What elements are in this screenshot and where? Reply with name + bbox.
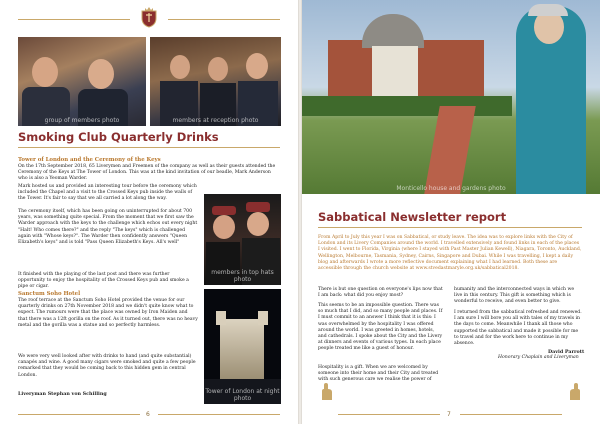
photo-mid-right bbox=[204, 194, 281, 285]
paragraph-2: Mark hosted us and provided an interesting tour before the ceremony which included the Chapel and a visit to the Crossed Keys pub inside the walls of the Tower. It's fair to say that we all carried a lot along the way. bbox=[18, 184, 197, 202]
photo-caption: group of members photo bbox=[44, 117, 120, 124]
paragraph-1: On the 17th September 2018, 65 Liverymen and Freemen of the company as well as their guests attended the Ceremony of the Keys at The Tower of London. This was at the kind invitation of our beadle, Mark Anderson who is also a Yeoman Warder. bbox=[18, 164, 276, 182]
photo-caption: members at reception photo bbox=[172, 117, 259, 124]
article-title: Sabbatical Newsletter report bbox=[318, 210, 507, 224]
paragraph-5: The roof terrace at the Sanctum Soho Hotel provided the venue for our quarterly drinks on 27th November 2018 and we didn't quite know what to expect. The rumours were that the place was owned by Iron Maiden and that there was a 12ft gorilla on the roof. As it turned out, there was no heavy metal and the gorilla was a statue and so perfectly harmless. bbox=[18, 298, 198, 328]
footer-rule-right bbox=[460, 414, 562, 415]
photo-caption: members in top hats photo bbox=[211, 269, 274, 283]
photo-caption: Monticello house and gardens photo bbox=[396, 185, 506, 192]
section-heading-tower: Tower of London and the Ceremony of the Keys bbox=[18, 157, 161, 163]
photo-caption: Tower of London at night photo bbox=[205, 388, 280, 402]
col1-paragraph-2: This seems to be an impossible question. There was so much that I did, and so many people and places. If I must commit to an answer I think that it is this: I was overwhelmed by the hospitality I was offered around the world. I was greeted in homes, hotels, and cathedrals. I spoke about the City and the Livery at dinners and events of various types. In each place people treated me like a guest of honour. bbox=[318, 303, 443, 352]
hand-icon-left bbox=[320, 383, 334, 401]
hero-photo bbox=[302, 0, 600, 194]
col1-paragraph-1: There is but one question on everyone's lips now that I am back: what did you enjoy most? bbox=[318, 287, 443, 299]
author-signoff: Liveryman Stephan von Schilling bbox=[18, 391, 107, 397]
right-page bbox=[302, 0, 600, 424]
signature-name: David Parrott bbox=[548, 349, 585, 355]
photo-top-left bbox=[18, 37, 146, 126]
col2-paragraph-2: I returned from the sabbatical refreshed and renewed. I am sure I will bore you all with tales of my travels in the days to come. Meanwhile I thank all those who supported the sabbatical and made it possible for me to travel and for the work here to continue in my absence. bbox=[454, 310, 582, 347]
intro-paragraph: From April to July this year I was on Sabbatical, or study leave. The idea was to explore links with the City of London and its Livery Companies around the world. I travelled extensively and found links in each of the places I visited. I went to Florida, Virginia (where I stayed with Past Master Julian Kewell), Niagara, Toronto, Auckland, Wellington, Melbourne, Tasmania, Sydney, Cairns, Singapore and Dubai. While I was travelling, I kept a daily blog and afterwards I wrote a more reflective document explaining what I had learned. Both these are accessible through the church website at www.stvedastmaryle.org.uk/sabbatical2018. bbox=[318, 235, 582, 272]
header-rule-left bbox=[18, 19, 130, 20]
photo-bottom-right bbox=[204, 289, 281, 404]
title-underline bbox=[18, 147, 280, 148]
left-page bbox=[0, 0, 298, 424]
col2-paragraph-1: humanity and the interconnected ways in which we live in this century. This gift is something which is wonderful to receive, and even better to give. bbox=[454, 287, 575, 305]
photo-top-right bbox=[150, 37, 281, 126]
page-number: 6 bbox=[146, 411, 150, 418]
crest-icon bbox=[139, 6, 159, 28]
footer-rule-left bbox=[18, 414, 140, 415]
title-underline bbox=[318, 227, 582, 228]
article-title: Smoking Club Quarterly Drinks bbox=[18, 130, 219, 144]
hand-icon-right bbox=[568, 383, 582, 401]
paragraph-4: It finished with the playing of the last post and there was further opportunity to enjoy the hospitality of the Crossed Keys pub and smoke a pipe or cigar. bbox=[18, 272, 189, 290]
col1-paragraph-3: Hospitality is a gift. When we are welcomed by someone into their home and their City and treated with such generous care we realise the power of bbox=[318, 365, 439, 383]
page-number: 7 bbox=[447, 411, 451, 418]
paragraph-3: The ceremony itself, which has been going on uninterrupted for about 700 years, was something quite special. From the moment that we first saw the Warder approach with the keys to the challenge which echos out every night "Halt! Who comes there?" and the reply "The keys" which is challenged again with "Whose keys?". The Warder then confidently answers "Queen Elizabeth's keys" and is told "Pass Queen Elizabeth's Keys. All's well" bbox=[18, 209, 198, 246]
signature-title: Honorary Chaplain and Liveryman bbox=[498, 355, 579, 360]
header-rule-right bbox=[168, 19, 280, 20]
paragraph-6: We were very well looked after with drinks to hand (and quite substantial) canapés and wine. A good many cigars were smoked and quite a few people remarked that they would be coming back to this hidden gem in central London. bbox=[18, 354, 196, 378]
footer-rule-left bbox=[338, 414, 440, 415]
footer-rule-right bbox=[158, 414, 280, 415]
section-heading-sanctum: Sanctum Soho Hotel bbox=[18, 291, 81, 297]
